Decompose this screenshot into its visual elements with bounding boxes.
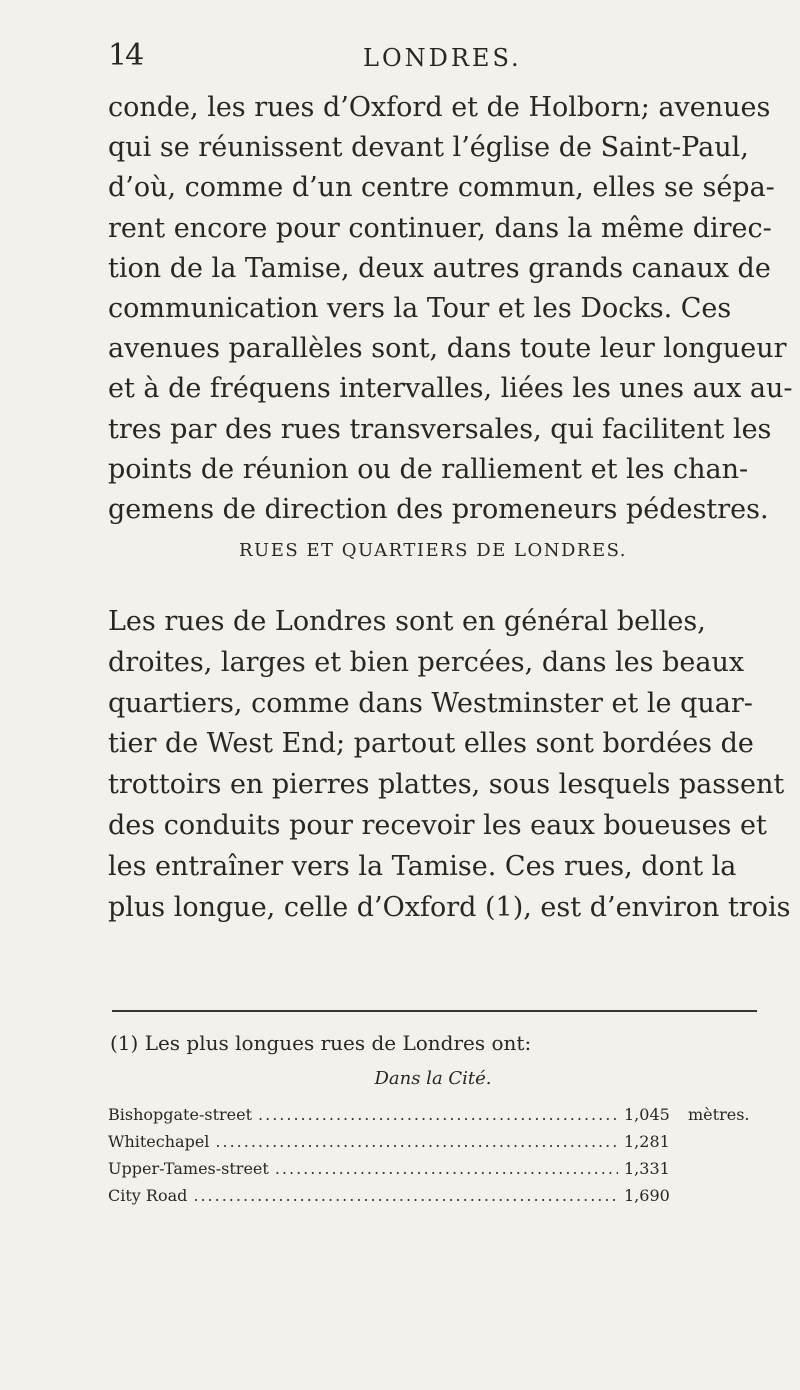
paragraph-1: [108, 88, 793, 530]
text-line: des conduits pour recevoir les eaux boueuses et: [108, 809, 767, 841]
text-line: plus longue, celle d’Oxford (1), est d’environ trois: [108, 891, 791, 923]
section-heading: RUES ET QUARTIERS DE LONDRES.: [238, 540, 628, 561]
paragraph-2: [108, 602, 791, 928]
street-name: Whitechapel: [108, 1132, 210, 1151]
text-line: quartiers, comme dans Westminster et le quar-: [108, 687, 753, 719]
text-line: avenues parallèles sont, dans toute leur longueur: [108, 333, 787, 365]
street-row: [108, 1132, 758, 1159]
footnote-subheading: Dans la Cité.: [374, 1068, 492, 1089]
street-row: [108, 1186, 758, 1213]
text-line: droites, larges et bien percées, dans les beaux: [108, 646, 745, 678]
street-name: City Road: [108, 1186, 188, 1205]
text-line: qui se réunissent devant l’église de Saint-Paul,: [108, 132, 749, 164]
text-line: Les rues de Londres sont en général belles,: [108, 606, 706, 637]
footnote-divider: [112, 1010, 757, 1012]
dot-leader: [275, 1159, 618, 1178]
street-name: Upper-Tames-street: [108, 1159, 269, 1178]
text-line: rent encore pour continuer, dans la même direc-: [108, 212, 772, 244]
street-length: 1,045: [624, 1105, 670, 1124]
text-line: conde, les rues d’Oxford et de Holborn; avenues: [108, 92, 771, 123]
text-line: communication vers la Tour et les Docks. Ces: [108, 293, 732, 325]
text-line: les entraîner vers la Tamise. Ces rues, dont la: [108, 850, 737, 882]
footnote: [108, 1028, 758, 1213]
text-line: d’où, comme d’un centre commun, elles se sépa-: [108, 172, 775, 204]
dot-leader: [258, 1105, 618, 1124]
text-line: trottoirs en pierres plattes, sous lesquels passent: [108, 769, 785, 801]
dot-leader: [193, 1186, 618, 1205]
text-line: et à de fréquens intervalles, liées les unes aux au-: [108, 373, 793, 405]
street-length: 1,331: [624, 1159, 670, 1178]
page-number: 14: [108, 38, 143, 73]
street-length: 1,690: [624, 1186, 670, 1205]
running-title: LONDRES.: [363, 44, 522, 72]
length-unit: mètres.: [688, 1105, 750, 1124]
street-length: 1,281: [624, 1132, 670, 1151]
dot-leader: [215, 1132, 618, 1151]
street-row: [108, 1105, 758, 1132]
street-name: Bishopgate-street: [108, 1105, 253, 1124]
text-line: tier de West End; partout elles sont bordées de: [108, 728, 754, 760]
text-line: points de réunion ou de ralliement et les chan-: [108, 453, 749, 485]
page-header: [108, 38, 748, 78]
text-line: tion de la Tamise, deux autres grands canaux de: [108, 252, 771, 284]
footnote-intro: (1) Les plus longues rues de Londres ont:: [110, 1031, 532, 1055]
text-line: gemens de direction des promeneurs pédestres.: [108, 494, 769, 526]
text-line: tres par des rues transversales, qui facilitent les: [108, 413, 772, 445]
street-row: [108, 1159, 758, 1186]
